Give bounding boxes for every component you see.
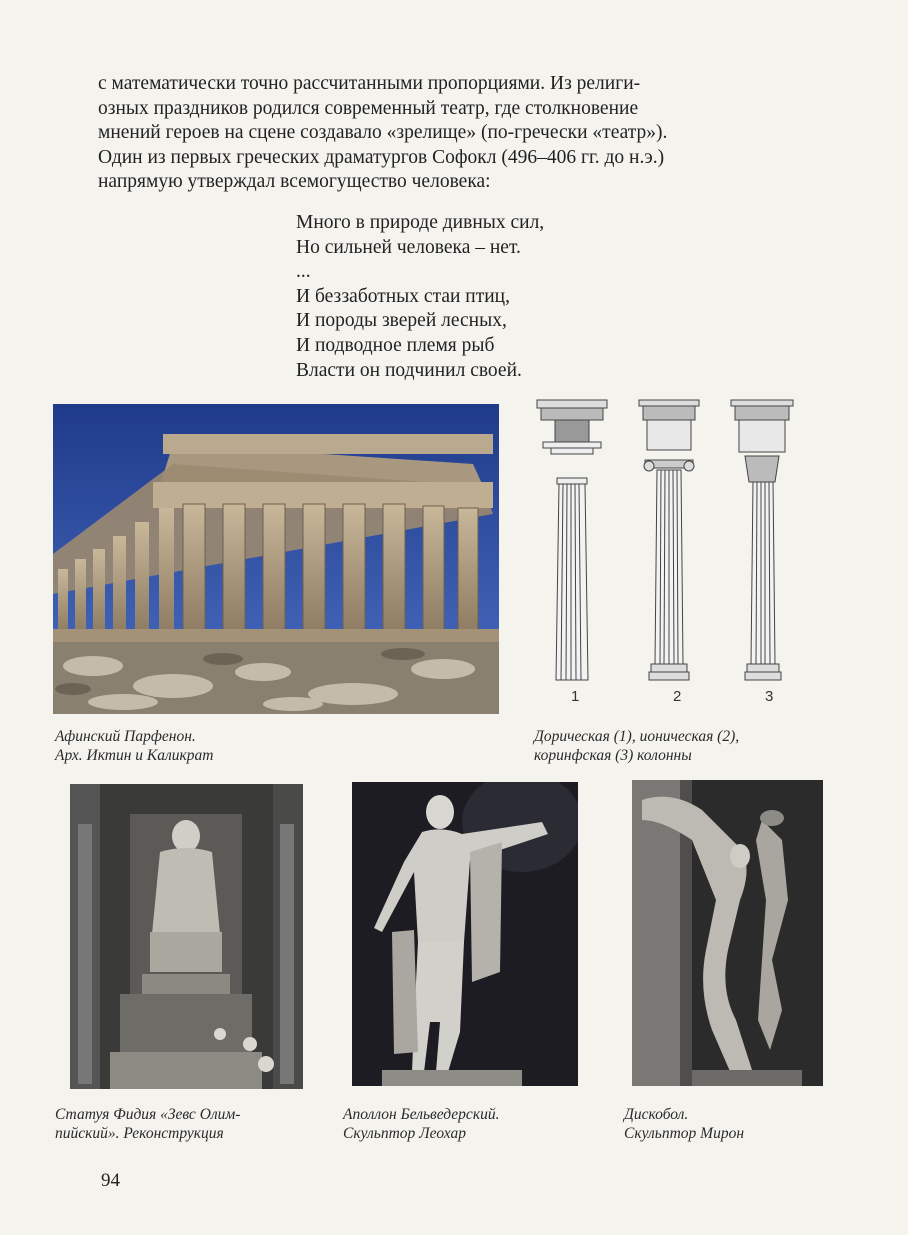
column-number: 2 <box>673 688 682 705</box>
poem-quote <box>296 211 544 383</box>
apollo-statue-image <box>352 782 578 1086</box>
apollo-caption: Аполлон Бельведерский. Скульптор Леохар <box>343 1106 500 1142</box>
poem-line: И породы зверей лесных, <box>296 310 507 332</box>
zeus-statue-image <box>70 784 303 1089</box>
parthenon-photo <box>53 404 499 714</box>
body-paragraph <box>98 72 818 195</box>
doric-column <box>537 400 607 680</box>
ionic-column <box>639 400 699 680</box>
poem-line: Много в природе дивных сил, <box>296 212 545 233</box>
column-number: 1 <box>571 688 580 705</box>
column-orders-drawing <box>533 398 813 682</box>
discobolus-caption: Дискобол. Скульптор Мирон <box>624 1106 745 1142</box>
zeus-caption: Статуя Фидия «Зевс Олим- пийский». Реконструкция <box>55 1106 241 1142</box>
poem-line: Но сильней человека – нет. <box>296 236 521 258</box>
paragraph-line: мнений героев на сцене создавало «зрелище» (по-гречески «театр»). <box>98 122 668 144</box>
paragraph-line: с математически точно рассчитанными пропорциями. Из религи- <box>98 73 641 94</box>
discobolus-statue-image <box>632 780 823 1086</box>
parthenon-caption: Афинский Парфенон. Арх. Иктин и Каликрат <box>55 728 214 764</box>
paragraph-line: Один из первых греческих драматургов Софокл (496–406 гг. до н.э.) <box>98 146 665 168</box>
paragraph-line: озных праздников родился современный театр, где столкновение <box>98 97 639 119</box>
page-number: 94 <box>101 1170 120 1191</box>
poem-line: Власти он подчинил своей. <box>296 359 522 381</box>
poem-line: И беззаботных стаи птиц, <box>296 285 510 307</box>
columns-caption: Дорическая (1), ионическая (2), коринфская (3) колонны <box>534 728 740 764</box>
poem-line: ... <box>296 261 311 283</box>
column-number: 3 <box>765 688 774 705</box>
corinthian-column <box>731 400 793 680</box>
paragraph-line: напрямую утверждал всемогущество человека: <box>98 171 491 193</box>
poem-line: И подводное племя рыб <box>296 334 495 356</box>
